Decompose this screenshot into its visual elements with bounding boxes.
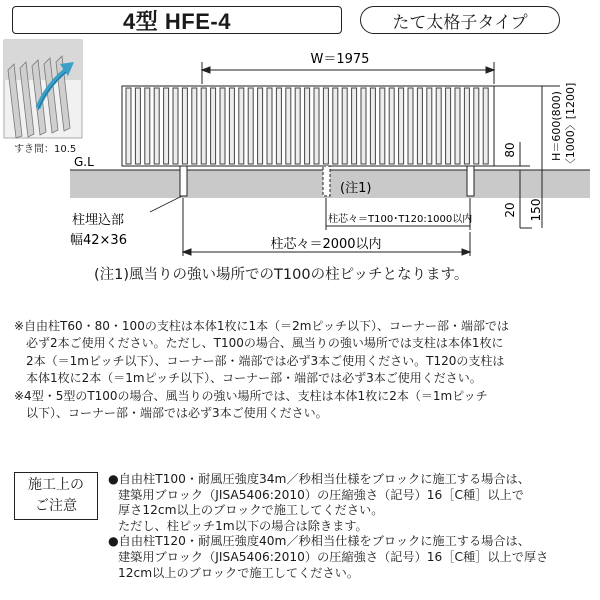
fence-slat [211,88,216,164]
fence-slat [455,88,460,164]
fence-slat [239,88,244,164]
fence-slat [380,88,385,164]
fence-slat [126,88,131,164]
caution-item: 12cm以上のブロックで施工してください。 [118,565,360,580]
pitch-label: 柱芯々＝2000以内 [270,237,382,252]
width-label: W＝1975 [310,52,370,67]
fence-slat [446,88,451,164]
fence-slat [135,88,140,164]
fence-slat [164,88,169,164]
model-title: 4型 HFE-4 [123,8,231,34]
fence-slat [474,88,479,164]
note-line: 本体1枚に2本（＝1mピッチ以下）、コーナー部・端部では必ず3本ご使用ください。 [26,371,482,386]
slat-gap-photo [4,40,82,138]
fence-slat [267,88,272,164]
fence-slat [201,88,206,164]
fence-slat [220,88,225,164]
fence-slat [305,88,310,164]
fence-panel [122,86,494,166]
fence-slat [399,88,404,164]
caution-list [108,472,594,581]
caution-title-line1: 施工上の [28,477,84,493]
post-size-label: 幅42×36 [70,233,127,248]
note-line: 以下）、コーナー部・端部では必ず3本ご使用ください。 [26,406,328,421]
height-label: H＝600(800) [550,91,563,161]
caution-item: ●自由柱T100・耐風圧強度34m／秒相当仕様をブロックに施工する場合は、 [108,472,530,486]
fence-slat [323,88,328,164]
fence-slat [192,88,197,164]
notes-block [14,318,592,422]
caution-title-box [14,472,98,520]
fence-slat [464,88,469,164]
gl-label: G.L [74,155,94,169]
caution-title-line2: ご注意 [35,498,77,514]
fence-slat [173,88,178,164]
fence-slat [436,88,441,164]
fence-slat [333,88,338,164]
note-marker: (注1) [340,181,372,196]
fence-slat [417,88,422,164]
note-line: ※自由柱T60・80・100の支柱は本体1枚に1本（＝2mピッチ以下）、コーナー部・端部では [14,319,509,333]
fence-diagram [0,0,600,260]
note-line: 2本（＝1mピッチ以下）、コーナー部・端部では必ず3本ご使用ください。T120の支柱は [26,353,505,368]
fence-slat [276,88,281,164]
fence-slat [389,88,394,164]
post-embed-label: 柱埋込部 [72,213,125,228]
dim-150: 150 [529,198,543,222]
fence-slat [427,88,432,164]
fence-slat [352,88,357,164]
fence-slat [229,88,234,164]
note-line: ※4型・5型のT100の場合、風当りの強い場所では、支柱は本体1枚に2本（＝1mピッチ [14,388,488,403]
type-label: たて太格子タイプ [360,6,560,34]
fence-slat [295,88,300,164]
fence-slat [408,88,413,164]
note-1: (注1)風当りの強い場所でのT100の柱ピッチとなります。 [94,267,469,283]
dim-80: 80 [503,142,517,158]
fence-slat [370,88,375,164]
fence-slat [248,88,253,164]
fence-slat [145,88,150,164]
caution-item: ただし、柱ピッチ1m以下の場合は除きます。 [118,518,368,533]
fence-slat [483,88,488,164]
pitch-note: 柱芯々＝T100･T120:1000以内 [328,214,473,225]
post-embed-leader [150,196,182,212]
caution-item: 建築用ブロック（JISA5406:2010）の圧縮強さ（記号）16［C種］以上で厚さ [118,549,549,564]
fence-slat [286,88,291,164]
caution-item: 建築用ブロック（JISA5406:2010）の圧縮強さ（記号）16［C種］以上で [118,487,524,502]
dim-20: 20 [503,202,517,218]
fence-slat [258,88,263,164]
fence-slat [182,88,187,164]
fence-slat [342,88,347,164]
fence-slat [361,88,366,164]
caution-item: 厚さ12cm以上のブロックで施工してください。 [118,503,384,518]
height-label-sub: 〈1000〉[1200] [564,82,577,170]
gap-label: すき間：10.5 [14,144,77,155]
caution-item: ●自由柱T120・耐風圧強度40m／秒相当仕様をブロックに施工する場合は、 [108,534,530,549]
note-line: 必ず2本ご使用ください。ただし、T100の場合、風当りの強い場所では支柱は本体1枚に [26,336,504,351]
fence-slat [154,88,159,164]
fence-slat [314,88,319,164]
